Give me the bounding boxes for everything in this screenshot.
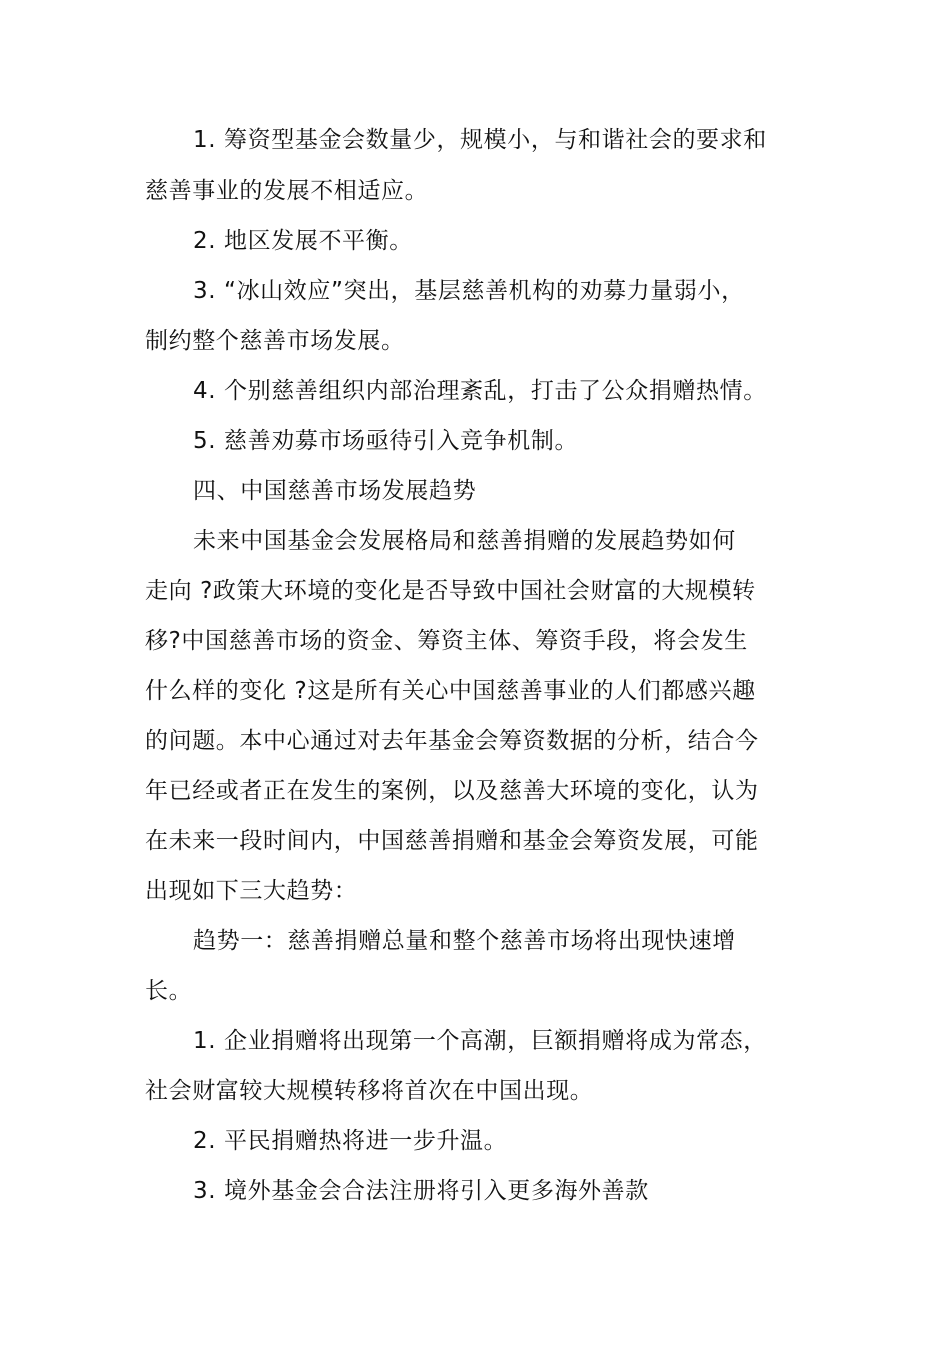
text-line: 社会财富较大规模转移将首次在中国出现。 (145, 1078, 594, 1104)
text-line: 5. 慈善劝募市场亟待引入竞争机制。 (193, 428, 579, 454)
text-line: 1. 筹资型基金会数量少，规模小，与和谐社会的要求和 (193, 127, 767, 153)
text-line: 制约整个慈善市场发展。 (145, 328, 405, 354)
section-heading: 四、中国慈善市场发展趋势 (193, 478, 477, 504)
text-line: 2. 平民捐赠热将进一步升温。 (193, 1128, 508, 1154)
text-line: 3. “冰山效应”突出，基层慈善机构的劝募力量弱小， (193, 278, 745, 304)
trend-heading: 趋势一：慈善捐赠总量和整个慈善市场将出现快速增 (193, 928, 736, 954)
text-line: 2. 地区发展不平衡。 (193, 228, 413, 254)
text-line: 长。 (145, 978, 193, 1004)
text-line: 年已经或者正在发生的案例，以及慈善大环境的变化，认为 (145, 778, 759, 804)
text-line: 什么样的变化 ?这是所有关心中国慈善事业的人们都感兴趣 (145, 678, 756, 704)
text-line: 3. 境外基金会合法注册将引入更多海外善款 (193, 1178, 649, 1204)
text-line: 走向 ?政策大环境的变化是否导致中国社会财富的大规模转 (145, 578, 756, 604)
text-line: 出现如下三大趋势： (145, 878, 358, 904)
text-line: 的问题。本中心通过对去年基金会筹资数据的分析，结合今 (145, 728, 759, 754)
text-line: 慈善事业的发展不相适应。 (145, 178, 429, 204)
text-line: 移?中国慈善市场的资金、筹资主体、筹资手段，将会发生 (145, 628, 748, 654)
text-line: 4. 个别慈善组织内部治理紊乱，打击了公众捐赠热情。 (193, 378, 767, 404)
text-line: 未来中国基金会发展格局和慈善捐赠的发展趋势如何 (193, 528, 736, 554)
text-line: 1. 企业捐赠将出现第一个高潮，巨额捐赠将成为常态， (193, 1028, 767, 1054)
text-line: 在未来一段时间内，中国慈善捐赠和基金会筹资发展，可能 (145, 828, 759, 854)
